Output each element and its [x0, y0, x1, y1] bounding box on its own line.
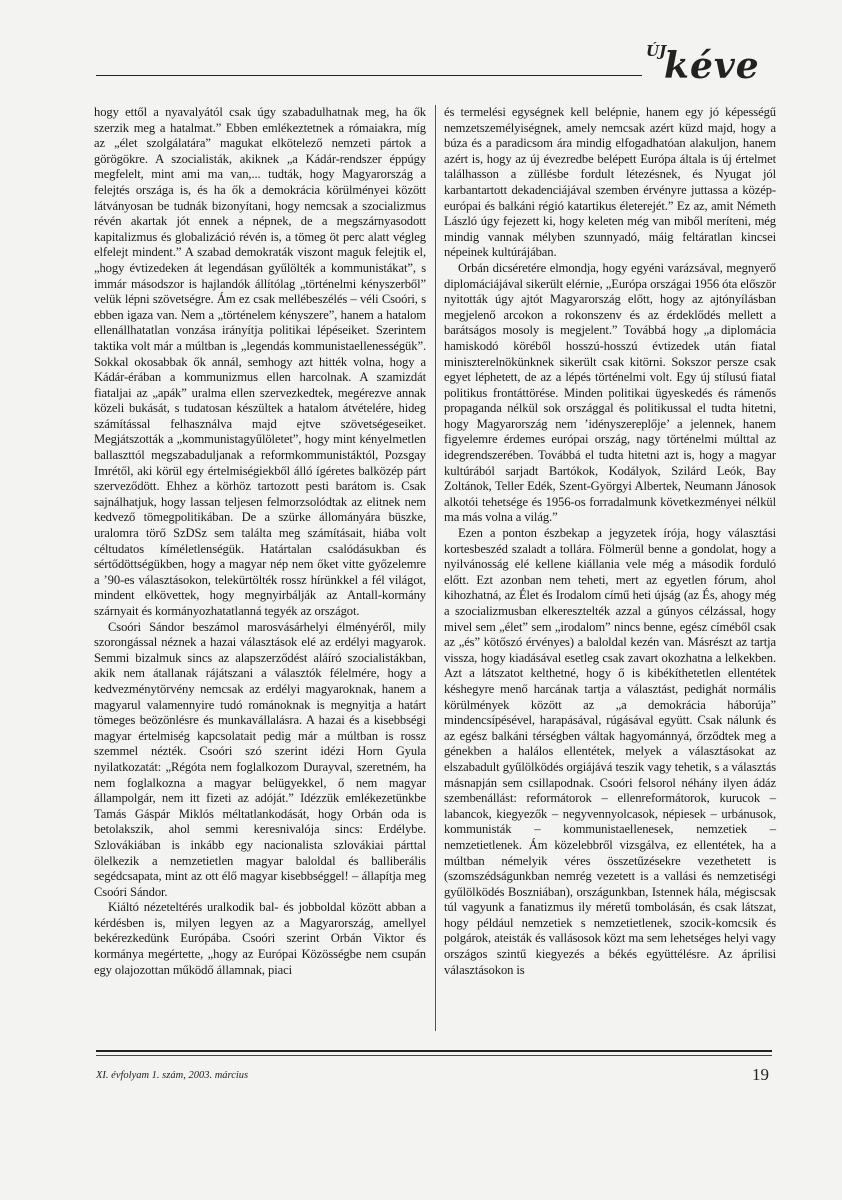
issue-info: XI. évfolyam 1. szám, 2003. március	[96, 1070, 249, 1081]
logo-prefix: ÚJ	[646, 42, 667, 60]
paragraph: és termelési egységnek kell belépnie, hanem egy jó képességű nemzetszemélyiségnek, amely nemcsak azért küzd majd, hogy a búza és a paradicsom ára mindig elfogadhatóan alakuljon, hanem azért is, hogy az új évezredbe belépett Európa általa is új értelmet találhasson a züllésbe fordult létezésnek, és Nyugat jól karbantartott dekadenciájával szemben érvényre juttassa a közép-európai és balkáni régió katartikus életerejét.” Ez az, amit Németh László úgy fejezett ki, hogy keleten még van miből meríteni, még mindig vannak mélyben szunnyadó, máig feltáratlan kincsei népeinek kultúrájában.	[444, 105, 776, 260]
right-column	[444, 105, 776, 978]
paragraph: hogy ettől a nyavalyától csak úgy szabadulhatnak meg, ha ők szerzik meg a hatalmat.” Ebben emlékeztetnek a rómaiakra, míg az „élet szolgálatára” magukat elkötelező nemzeti pártok a görögökre. A szocialisták, akiknek „a Kádár-rendszer éppúgy megfelelt, mint ami ma van,... tudták, hogy Magyarország a felejtés országa is, és ha ők a demokrácia körülményei között látványosan be tudnák bizonyítani, hogy nemcsak a szocializmus révén akartak jót ennek a népnek, de a megszárnyasodott kapitalizmus és globalizáció révén is, a tömeg öt perc alatt végleg elfelejt mindent.” A szabad demokraták viszont maguk felejtik el, „hogy évtizedeken át legendásan gyűlölték a kommunistákat”, s immár másodszor is hajlandók állítólag „történelmi kényszerből” velük lépni szövetségre. Ám ez csak mellébeszélés – véli Csoóri, s ebben igaza van. Nem a „történelem kényszere”, hanem a hatalom ellenállhatatlan vonzása irányítja politikai lépéseiket. Szerintem taktika volt már a múltban is „legendás kommunistaellenességük”. Sokkal okosabbak ők annál, semhogy azt hitték volna, hogy a Kádár-érában a kommunizmus ellen harcolnak. A szamizdát fiataljai az „apák” uralma ellen szervezkedtek, megérezve annak közeli bukását, s tudatosan készültek a hatalom átvételére, hideg számítással felhasználva majd ejtve szövetségeseiket. Megjátszották a „kommunistagyűlöletet”, hogy mint kényelmetlen ballaszttól megszabaduljanak a reformkommunistáktól, Pozsgay Imrétől, aki körül egy értelmiségiekből álló ígéretes balközép párt szerveződött. Ehhez a körhöz tartozott pesti barátom is. Csak sajnálhatjuk, hogy lassan teljesen felmorzsolódtak az elitnek nem kedvező tömegpolitikában. De a szürke állományára büszke, uralomra törő SzDSz sem találta meg számításait, hiába volt céltudatos kíméletlenségük. Határtalan csalódásukban és sértődöttségükben, hogy a magyar nép nem őket vitte győzelemre a ’90-es választásokon, telekürtölték rossz hírünkkel a fél világot, mindent elkövettek, hogy megnyirbálják az Antall-kormány szárnyait és kormányozhatatlanná tegyék az országot.	[94, 105, 426, 618]
paragraph: Kiáltó nézeteltérés uralkodik bal- és jobboldal között abban a kérdésben is, milyen legyen az a Magyarország, amellyel bekérezkedünk Európába. Csoóri szerint Orbán Viktor és kormánya megértette, „hogy az Európai Közösségbe nem csupán egy olajozottan működő államnak, piaci	[94, 900, 426, 977]
footer-rule-thin	[96, 1055, 772, 1056]
paragraph: Orbán dicséretére elmondja, hogy egyéni varázsával, megnyerő diplomáciájával sikerült elérnie, „Európa országai 1956 óta először nyitották úgy ajtót Magyarország előtt, hogy az ajtónyílásban megjelenő arcokon a rokonszenv és az érdeklődés mellett a barátságos mosoly is megjelent.” Továbbá hogy „a diplomácia hamiskodó köréből hosszú-hosszú évtizedek után fiatal miniszterelnökünknek sikerült csak kitörni. Sokszor persze csak egyet léphetett, de az a lépés történelmi volt. Egy új stílusú fiatal politikus frontáttörése. Minden politikai ügyeskedés és rámenős propaganda nélkül sok országgal és politikussal el tudta hitetni, hogy Magyarország nem ’idényszereplője’ a jelennek, hanem figyelemre érdemes európai ország, nagy történelmi múlttal az idegrendszerében. Továbbá el tudta hitetni azt is, hogy a magyar kultúrából sarjadt Bartókok, Kodályok, Szilárd Leók, Bay Zoltánok, Teller Edék, Szent-Györgyi Albertek, Neumann Jánosok alkotói tehetsége és 1956-os forradalmunk következményei nélkül ma más volna a világ.”	[444, 260, 776, 525]
paragraph: Csoóri Sándor beszámol marosvásárhelyi élményéről, mily szorongással néznek a hazai választások elé az erdélyi magyarok. Semmi bizalmuk sincs az alapszerződést aláíró szocialistákban, akik nem átallanak rájátszani a választók félelmére, hogy a kedvezménytörvény nemcsak az erdélyi magyaroknak, hanem a magyarul valamennyire tudó románoknak is megnyitja a határt tömeges beözönlésre és munkavállalásra. A hazai és a kisebbségi magyar értelmiség kapcsolatait pedig már a múltban is rossz szemmel nézték. Csoóri szó szerint idézi Horn Gyula nyilatkozatát: „Régóta nem foglalkozom Durayval, szeretném, ha nem foglalkozna a magyar belügyekkel, ő nem magyar állampolgár, nem itt fizeti az adóját.” Idézzük emlékezetünkbe Tamás Gáspár Miklós méltatlankodását, hogy Orbán oda is betolakszik, ahol semmi keresnivalója sincs: Erdélybe. Szlovákiában is inkább egy nacionalista szlovákiai párttal ölelkezik a nemzetietlen magyar baloldal és balliberális segédcsapata, mint az ott élő magyar kisebbséggel! – állapítja meg Csoóri Sándor.	[94, 619, 426, 899]
page-number: 19	[752, 1065, 769, 1084]
paragraph: Ezen a ponton észbekap a jegyzetek írója, hogy választási kortesbeszéd szaladt a tollára. Fölmerül benne a gondolat, hogy a nyilvánosság elé kellene kiállania vele még a második forduló előtt. Ezt azonban nem teheti, mert az egyetlen fórum, ahol kihozhatná, az Élet és Irodalom című heti újság (az És, ahogy még a szocializmusban elkeresztelték azzal a gúnyos célzással, hogy mivel sem „élet” sem „irodalom” nincs benne, egész címéből csak az „és” kötőszó érvényes) a baloldal kezén van. Másrészt az tartja vissza, hogy kiadásával esetleg csak zavart okozhatna a lelkekben. Azt a látszatot kelthetné, hogy ő is kibékíthetetlen ellentétek késhegyre menő harcának tartja a választást, pedighát normális körülmények között az „a demokrácia háborúja” mindencsípésével, harapásával, rúgásával együtt. Csak nálunk és az egész balkáni térségben váltak hagyománnyá, őrződtek meg a génekben a halálos ellentétek, melyek a választásokat az elszabadult gyűlölködés orgiájává teszik vagy tehetik, s a választás másnapján sem csillapodnak. Csoóri felsorol néhány ilyen ádáz szembenállást: reformátorok – ellenreformátorok, kurucok – labancok, kiegyezők – negyvennyolcasok, népiesek – urbánusok, kommunisták – kommunistaellenesek, nemzetiek – nemzetietlenek. Ám közelebbről vizsgálva, ez ellentétek, ha a múltban némelyik véres összetűzésekre vezethetett is (szomszédságunkban nemrég vezetett is a vallási és nemzetiségi gyűlölködés Boszniában), országunkban, Istennek hála, mégiscsak túl vagyunk a fanatizmus ily méretű tombolásán, és csak látszat, hogy például nemzetiek s nemzetietlenek, szocik-komcsik és polgárok, ateisták és vallásosok közt ma sem lehetséges helyi vagy országos szintű kiegyezés a békés együttélésre. Az áprilisi választásokon is	[444, 526, 776, 977]
logo-word: kéve	[664, 45, 760, 87]
left-column	[94, 105, 426, 978]
header-rule	[96, 75, 642, 76]
column-divider	[435, 105, 436, 1031]
footer-rule	[96, 1050, 772, 1052]
